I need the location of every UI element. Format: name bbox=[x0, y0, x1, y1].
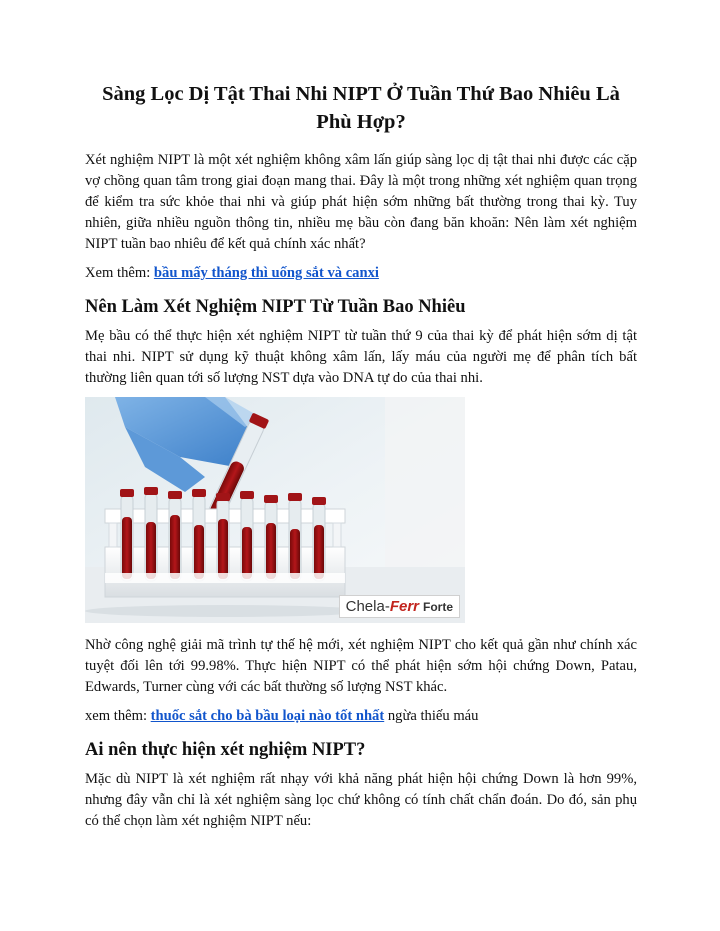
iron-supplement-link[interactable]: thuốc sắt cho bà bầu loại nào tốt nhất bbox=[150, 708, 385, 724]
accuracy-paragraph: Nhờ công nghệ giải mã trình tự thế hệ mới, xét nghiệm NIPT cho kết quả gần như chính xác tuyệt đối lên tới 99.98%. Thực hiện NIPT có thể phát hiện sớm hội chứng Down, Patau, Edwards, Turner cùng với các bất thường số lượng NST khác. bbox=[85, 637, 637, 695]
logo-part-3: Forte bbox=[423, 600, 453, 614]
see-more-line-1 bbox=[85, 263, 637, 284]
logo-part-1: Chela- bbox=[345, 598, 390, 615]
see-more-2-prefix: xem thêm: bbox=[85, 708, 151, 724]
see-more-2-suffix: ngừa thiếu máu bbox=[384, 708, 479, 724]
chela-ferr-forte-logo bbox=[339, 595, 460, 618]
logo-part-2: Ferr bbox=[389, 598, 419, 615]
see-more-prefix: Xem thêm: bbox=[85, 265, 154, 281]
document-page bbox=[85, 80, 637, 832]
blood-test-tubes-image bbox=[85, 397, 465, 623]
section-heading-who: Ai nên thực hiện xét nghiệm NIPT? bbox=[85, 740, 366, 760]
section-heading-when: Nên Làm Xét Nghiệm NIPT Từ Tuần Bao Nhiêu bbox=[85, 297, 466, 317]
see-more-line-2 bbox=[85, 706, 637, 727]
iron-calcium-link[interactable]: bầu mấy tháng thì uống sắt và canxi bbox=[153, 265, 379, 281]
intro-paragraph: Xét nghiệm NIPT là một xét nghiệm không xâm lấn giúp sàng lọc dị tật thai nhi được các cặp vợ chồng quan tâm trong giai đoạn mang thai. Đây là một trong những xét nghiệm quan trọng để kiểm tra sức khỏe thai nhi và giúp phát hiện sớm những bất thường trong thai kỳ. Tuy nhiên, giữa nhiều nguồn thông tin, nhiều mẹ bầu còn đang băn khoăn: Nên làm xét nghiệm NIPT tuần bao nhiêu để kết quả chính xác nhất? bbox=[85, 152, 637, 252]
lab-photo-illustration bbox=[85, 397, 465, 623]
section-when-paragraph: Mẹ bầu có thể thực hiện xét nghiệm NIPT từ tuần thứ 9 của thai kỳ để phát hiện sớm dị tật thai nhi. NIPT sử dụng kỹ thuật không xâm lấn, lấy máu của người mẹ để phân tích bất thường liên quan tới số lượng NST dựa vào DNA tự do của thai nhi. bbox=[85, 328, 637, 386]
section-who-paragraph: Mặc dù NIPT là xét nghiệm rất nhạy với khả năng phát hiện hội chứng Down là hơn 99%, nhưng đây vẫn chỉ là xét nghiệm sàng lọc chứ không có tính chất chẩn đoán. Do đó, sản phụ có thể chọn làm xét nghiệm NIPT nếu: bbox=[85, 771, 637, 829]
document-title: Sàng Lọc Dị Tật Thai Nhi NIPT Ở Tuần Thứ Bao Nhiêu Là Phù Hợp? bbox=[102, 83, 620, 133]
